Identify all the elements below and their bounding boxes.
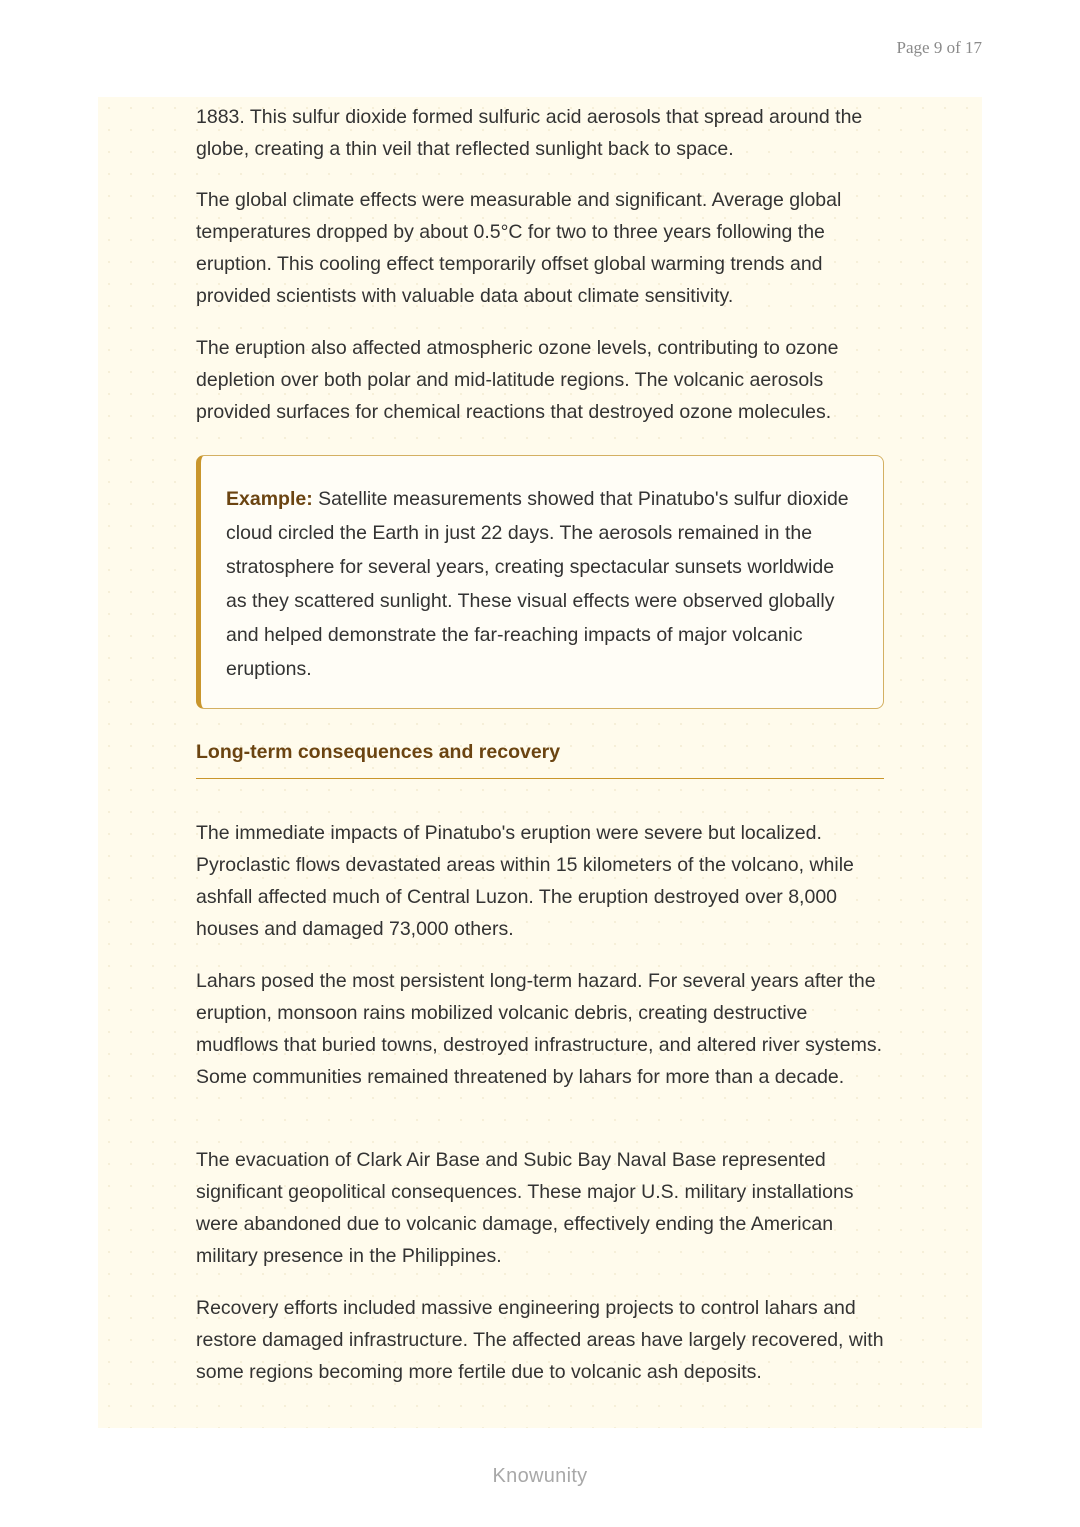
footer-brand-logo: Knowunity [492, 1465, 588, 1487]
paragraph-evacuation: The evacuation of Clark Air Base and Subic Bay Naval Base represented significant geopolitical consequences. These major U.S. military installations were abandoned due to volcanic damage, effectively ending the American military presence in the Philippines. [196, 1149, 854, 1267]
page-number: Page 9 of 17 [896, 38, 982, 57]
paragraph-immediate-impacts: The immediate impacts of Pinatubo's eruption were severe but localized. Pyroclastic flows devastated areas within 15 kilometers of the volcano, while ashfall affected much of Central Luzon. The eruption destroyed over 8,000 houses and damaged 73,000 others. [196, 822, 854, 940]
example-label: Example: [226, 488, 313, 510]
paragraph-aerosols: 1883. This sulfur dioxide formed sulfuric acid aerosols that spread around the globe, creating a thin veil that reflected sunlight back to space. [196, 106, 863, 160]
example-callout [196, 455, 884, 709]
content-panel [98, 97, 982, 1428]
paragraph-recovery: Recovery efforts included massive engineering projects to control lahars and restore damaged infrastructure. The affected areas have largely recovered, with some regions becoming more fertile due to volcanic ash deposits. [196, 1297, 884, 1383]
paragraph-ozone: The eruption also affected atmospheric ozone levels, contributing to ozone depletion over both polar and mid-latitude regions. The volcanic aerosols provided surfaces for chemical reactions that destroyed ozone molecules. [196, 337, 839, 423]
paragraph-lahars: Lahars posed the most persistent long-term hazard. For several years after the eruption, monsoon rains mobilized volcanic debris, creating destructive mudflows that buried towns, destroyed infrastructure, and altered river systems. Some communities remained threatened by lahars for more than a decade. [196, 970, 883, 1088]
paragraph-climate-effects: The global climate effects were measurable and significant. Average global temperatures dropped by about 0.5°C for two to three years following the eruption. This cooling effect temporarily offset global warming trends and provided scientists with valuable data about climate sensitivity. [196, 189, 842, 307]
example-text [226, 482, 855, 686]
example-body: Satellite measurements showed that Pinatubo's sulfur dioxide cloud circled the Earth in just 22 days. The aerosols remained in the stratosphere for several years, creating spectacular sunsets worldwide as they scattered sunlight. These visual effects were observed globally and helped demonstrate the far-reaching impacts of major volcanic eruptions. [226, 488, 849, 680]
section-heading: Long-term consequences and recovery [196, 741, 884, 779]
